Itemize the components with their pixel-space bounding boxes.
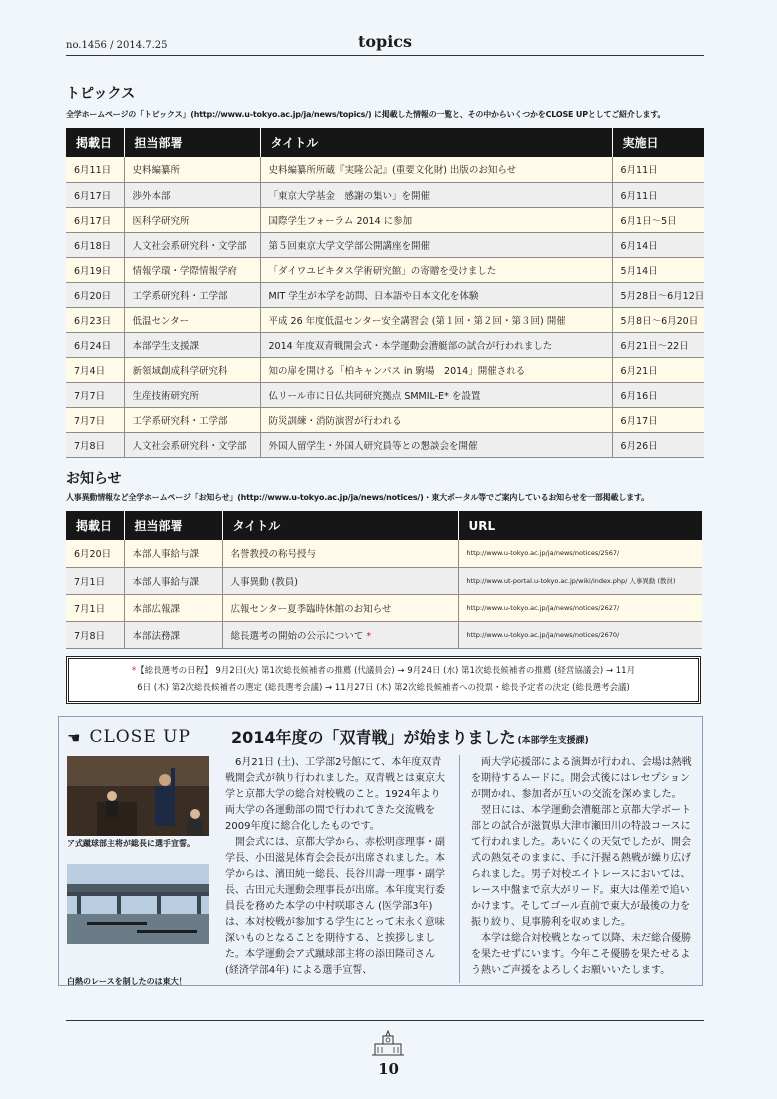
table-row — [66, 540, 702, 567]
notices-table-header — [66, 511, 702, 540]
page-number: 10 — [378, 1060, 399, 1078]
notices-lead: 人事異動情報など全学ホームページ「お知らせ」(http://www.u-tokyo.ac.jp/ja/news/notices/)・東大ポータル等でご案内しているお知らせを一部掲載します。 — [66, 493, 649, 502]
table-cell: 低温センター — [124, 307, 260, 332]
table-cell: 生産技術研究所 — [124, 382, 260, 407]
column-divider — [459, 755, 460, 983]
table-cell: 6月21日〜22日 — [612, 332, 704, 357]
closeup-label: ☚ CLOSE UP — [67, 727, 191, 747]
note-asterisk: * — [131, 666, 137, 676]
table-cell: 7月8日 — [66, 432, 124, 457]
table-cell: 7月8日 — [66, 621, 124, 648]
notices-heading: お知らせ — [66, 471, 122, 487]
table-row — [66, 282, 704, 307]
table-cell: 6月11日 — [66, 157, 124, 182]
table-cell: 本部広報課 — [124, 594, 222, 621]
table-row — [66, 407, 704, 432]
issue-number: no.1456 / 2014.7.25 — [66, 40, 168, 51]
table-cell: 本部学生支援課 — [124, 332, 260, 357]
table-cell: 防災訓練・消防演習が行われる — [260, 407, 612, 432]
table-cell: 5月8日〜6月20日 — [612, 307, 704, 332]
topics-table — [66, 128, 704, 458]
table-cell: 渉外本部 — [124, 182, 260, 207]
table-row — [66, 232, 704, 257]
table-row — [66, 432, 704, 457]
table-cell: 6月17日 — [66, 182, 124, 207]
table-row — [66, 307, 704, 332]
table-cell: 6月23日 — [66, 307, 124, 332]
table-cell: 6月18日 — [66, 232, 124, 257]
table-cell: 史料編纂所 — [124, 157, 260, 182]
table-cell: 人事異動 (教員) — [222, 567, 458, 594]
column-header: URL — [458, 511, 702, 540]
closeup-section — [58, 716, 703, 986]
column-header: 掲載日 — [66, 511, 124, 540]
table-cell: 新領域創成科学研究科 — [124, 357, 260, 382]
section-title: topics — [357, 32, 413, 51]
table-cell: 6月11日 — [612, 157, 704, 182]
photo-caption-1: ア式蹴球部主将が総長に選手宣誓。 — [67, 839, 195, 848]
table-cell: 本部人事給与課 — [124, 567, 222, 594]
column-header: 掲載日 — [66, 128, 124, 157]
note-line-2: 6日 (木) 第2次総長候補者の選定 (総長選考会議) → 11月27日 (木) 第2次総長候補者への投票・総長予定者の決定 (総長選考会議) — [137, 683, 630, 693]
topics-table-header — [66, 128, 704, 157]
table-row — [66, 207, 704, 232]
notices-table — [66, 511, 702, 649]
table-row — [66, 157, 704, 182]
table-cell: 史料編纂所所蔵『実隆公記』(重要文化財) 出版のお知らせ — [260, 157, 612, 182]
table-cell: 6月14日 — [612, 232, 704, 257]
note-reference-asterisk: * — [363, 630, 372, 642]
table-cell: 7月1日 — [66, 594, 124, 621]
table-row — [66, 594, 702, 621]
table-row — [66, 357, 704, 382]
table-cell: 情報学環・学際情報学府 — [124, 257, 260, 282]
column-header: 担当部署 — [124, 511, 222, 540]
article-paragraph: 本学は総合対校戦となって以降、未だ総合優勝を果たせずにいます。今年こそ優勝を果たせるよう熱いご声援をよろしくお願いいたします。 — [471, 933, 691, 976]
table-cell: 6月11日 — [612, 182, 704, 207]
table-cell: 5月28日〜6月12日 — [612, 282, 704, 307]
table-cell: 6月1日〜5日 — [612, 207, 704, 232]
table-cell: 知の扉を開ける「柏キャンパス in 駒場 2014」開催される — [260, 357, 612, 382]
column-header: タイトル — [260, 128, 612, 157]
table-cell: 仏リール市に日仏共同研究拠点 SMMIL-E* を設置 — [260, 382, 612, 407]
article-paragraph: 翌日には、本学運動会漕艇部と京都大学ボート部との試合が滋賀県大津市瀬田川の特設コースにて行われました。あいにくの天気でしたが、開会式の熱気そのままに、手に汗握る熱戦が繰り広げられました。男子対校エイトレースにおいては、レース中盤まで京大がリード。東大は僅差で追いかけます。そしてゴール直前で東大が最後の力を振り絞り、見事勝利を収めました。 — [471, 805, 691, 928]
rowing-photo — [67, 864, 209, 944]
closeup-title: 2014年度の「双青戦」が始まりました (本部学生支援課) — [231, 728, 589, 747]
clock-tower-icon — [370, 1030, 406, 1060]
table-row — [66, 257, 704, 282]
article-column-1 — [225, 755, 449, 985]
table-cell: 医科学研究所 — [124, 207, 260, 232]
table-cell: 人文社会系研究科・文学部 — [124, 432, 260, 457]
table-cell: 総長選考の開始の公示について * — [222, 621, 458, 648]
topics-heading: トピックス — [66, 86, 136, 102]
table-cell: 5月14日 — [612, 257, 704, 282]
column-header: タイトル — [222, 511, 458, 540]
table-cell: 7月7日 — [66, 382, 124, 407]
article-paragraph: 開会式には、京都大学から、赤松明彦理事・副学長、小田滋晃体育会会長が出席されました。本学からは、濱田純一総長、長谷川壽一理事・副学長、古田元夫運動会理事長が出席。本年度実行委員長を務めた本学の中村咲耶さん (医学部3年) は、本対校戦が参加する学生にとって末永く意味深いものとなることを期待する、と挨拶しました。本学運動会ア式蹴球部主将の添田隆司さん (経済学部4年) による選手宣誓、 — [225, 837, 445, 976]
article-paragraph: 6月21日 (土)、工学部2号館にて、本年度双青戦開会式が執り行われました。双青戦とは東京大学と京都大学の総合対校戦のこと。1924年より両大学の各運動部の間で行われてきた交流戦を2009年度に総合化したものです。 — [225, 757, 445, 832]
column-header: 実施日 — [612, 128, 704, 157]
table-cell: 「東京大学基金 感謝の集い」を開催 — [260, 182, 612, 207]
table-cell: 外国人留学生・外国人研究員等との懇談会を開催 — [260, 432, 612, 457]
table-cell: 「ダイワユビキタス学術研究館」の寄贈を受けました — [260, 257, 612, 282]
table-row — [66, 567, 702, 594]
table-cell: 平成 26 年度低温センター安全講習会 (第１回・第２回・第３回) 開催 — [260, 307, 612, 332]
table-cell: 工学系研究科・工学部 — [124, 282, 260, 307]
table-row — [66, 182, 704, 207]
table-cell: 6月24日 — [66, 332, 124, 357]
closeup-dept: (本部学生支援課) — [517, 736, 589, 746]
table-cell: 6月17日 — [66, 207, 124, 232]
pointing-hand-icon: ☚ — [67, 729, 82, 747]
note-line-1: 【総長選考の日程】 9月2日(火) 第1次総長候補者の推薦 (代議員会) → 9月24日 (水) 第1次総長候補者の推薦 (経営協議会) → 11月 — [136, 666, 636, 676]
table-row — [66, 332, 704, 357]
election-schedule-note — [66, 656, 701, 704]
table-cell: 6月19日 — [66, 257, 124, 282]
table-cell: 7月4日 — [66, 357, 124, 382]
table-cell: 工学系研究科・工学部 — [124, 407, 260, 432]
table-cell: 7月1日 — [66, 567, 124, 594]
table-cell: 名誉教授の称号授与 — [222, 540, 458, 567]
article-column-2 — [471, 755, 697, 985]
table-cell: 6月16日 — [612, 382, 704, 407]
table-cell: MIT 学生が本学を訪問、日本語や日本文化を体験 — [260, 282, 612, 307]
table-cell: 広報センター夏季臨時休館のお知らせ — [222, 594, 458, 621]
ceremony-photo — [67, 756, 209, 836]
table-cell: 6月26日 — [612, 432, 704, 457]
table-cell: http://www.u-tokyo.ac.jp/ja/news/notices/2567/ — [458, 540, 702, 567]
table-cell: http://www.u-tokyo.ac.jp/ja/news/notices/2670/ — [458, 621, 702, 648]
table-cell: 6月20日 — [66, 282, 124, 307]
table-cell: http://www.u-tokyo.ac.jp/ja/news/notices/2627/ — [458, 594, 702, 621]
topics-lead: 全学ホームページの「トピックス」(http://www.u-tokyo.ac.jp/ja/news/topics/) に掲載した情報の一覧と、その中からいくつかをCLOSE UPとしてご紹介します。 — [66, 110, 666, 119]
table-cell: 6月20日 — [66, 540, 124, 567]
table-cell: http://www.ut-portal.u-tokyo.ac.jp/wiki/index.php/ 人事異動 (教員) — [458, 567, 702, 594]
table-cell: 7月7日 — [66, 407, 124, 432]
table-cell: 6月21日 — [612, 357, 704, 382]
column-header: 担当部署 — [124, 128, 260, 157]
table-cell: 人文社会系研究科・文学部 — [124, 232, 260, 257]
page-header — [66, 30, 704, 56]
photo-caption-2: 白熱のレースを制したのは東大！ — [67, 977, 187, 986]
table-cell: 本部人事給与課 — [124, 540, 222, 567]
table-cell: 第５回東京大学文学部公開講座を開催 — [260, 232, 612, 257]
table-cell: 6月17日 — [612, 407, 704, 432]
footer-divider — [66, 1020, 704, 1021]
table-cell: 国際学生フォーラム 2014 に参加 — [260, 207, 612, 232]
table-cell: 2014 年度双青戦開会式・本学運動会漕艇部の試合が行われました — [260, 332, 612, 357]
article-paragraph: 両大学応援部による演舞が行われ、会場は熱戦を期待するムードに。開会式後にはレセプションが開かれ、参加者が互いの交流を深めました。 — [471, 757, 692, 800]
table-row — [66, 382, 704, 407]
table-row — [66, 621, 702, 648]
table-cell: 本部法務課 — [124, 621, 222, 648]
